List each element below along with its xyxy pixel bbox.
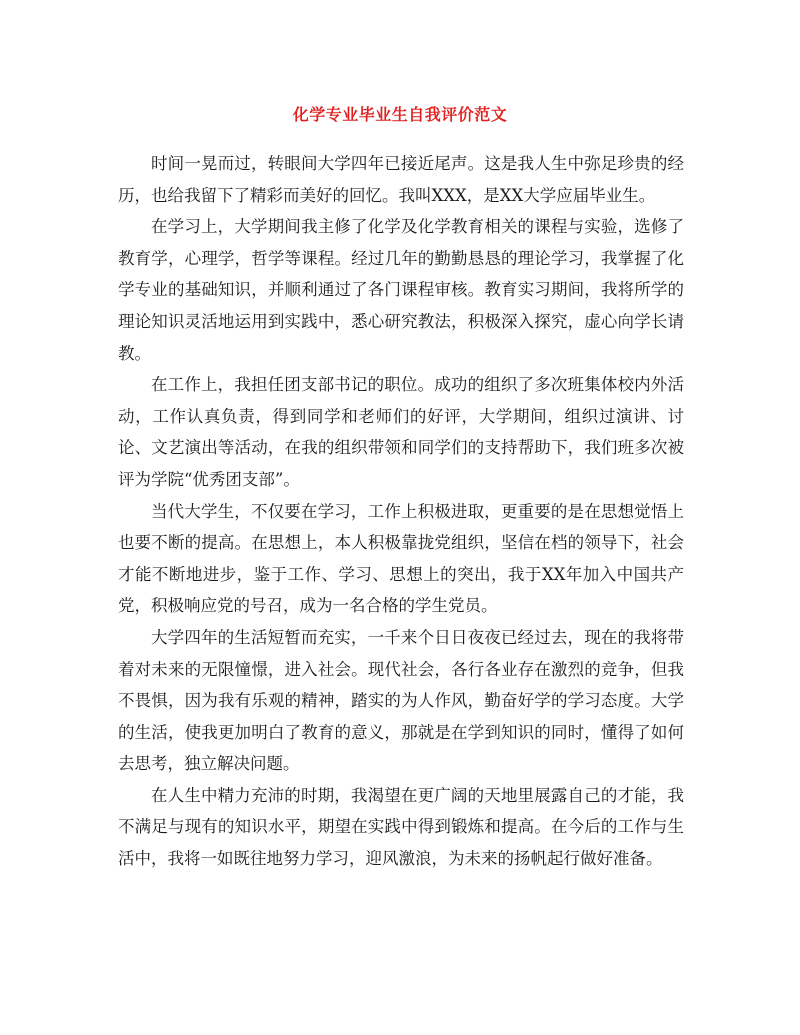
document-body (118, 148, 684, 875)
paragraph-2: 在学习上，大学期间我主修了化学及化学教育相关的课程与实验，选修了教育学，心理学，哲学等课程。经过几年的勤勤恳恳的理论学习，我掌握了化学专业的基础知识，并顺利通过了各门课程审核。教育实习期间，我将所学的理论知识灵活地运用到实践中，悉心研究教法，积极深入探究，虚心向学长请教。 (118, 217, 684, 363)
paragraph-6: 在人生中精力充沛的时期，我渴望在更广阔的天地里展露自己的才能，我不满足与现有的知识水平，期望在实践中得到锻炼和提高。在今后的工作与生活中，我将一如既往地努力学习，迎风激浪，为未来的扬帆起行做好准备。 (118, 785, 684, 869)
document-title: 化学专业毕业生自我评价范文 (292, 105, 508, 124)
paragraph-5: 大学四年的生活短暂而充实，一千来个日日夜夜已经过去，现在的我将带着对未来的无限憧憬，进入社会。现代社会，各行各业存在激烈的竞争，但我不畏惧，因为我有乐观的精神，踏实的为人作风，勤奋好学的学习态度。大学的生活，使我更加明白了教育的意义，那就是在学到知识的同时，懂得了如何去思考，独立解决问题。 (118, 627, 684, 774)
paragraph-1: 时间一晃而过，转眼间大学四年已接近尾声。这是我人生中弥足珍贵的经历，也给我留下了精彩而美好的回忆。我叫XXX，是XX大学应届毕业生。 (118, 154, 684, 205)
paragraph-3: 在工作上，我担任团支部书记的职位。成功的组织了多次班集体校内外活动，工作认真负责，得到同学和老师们的好评，大学期间，组织过演讲、讨论、文艺演出等活动，在我的组织带领和同学们的支持帮助下，我们班多次被评为学院“优秀团支部”。 (118, 375, 684, 489)
paragraph-4: 当代大学生，不仅要在学习，工作上积极进取，更重要的是在思想觉悟上也要不断的提高。在思想上，本人积极靠拢党组织，坚信在档的领导下，社会才能不断地进步，鉴于工作、学习、思想上的突出，我于XX年加入中国共产党，积极响应党的号召，成为一名合格的学生党员。 (118, 501, 684, 616)
